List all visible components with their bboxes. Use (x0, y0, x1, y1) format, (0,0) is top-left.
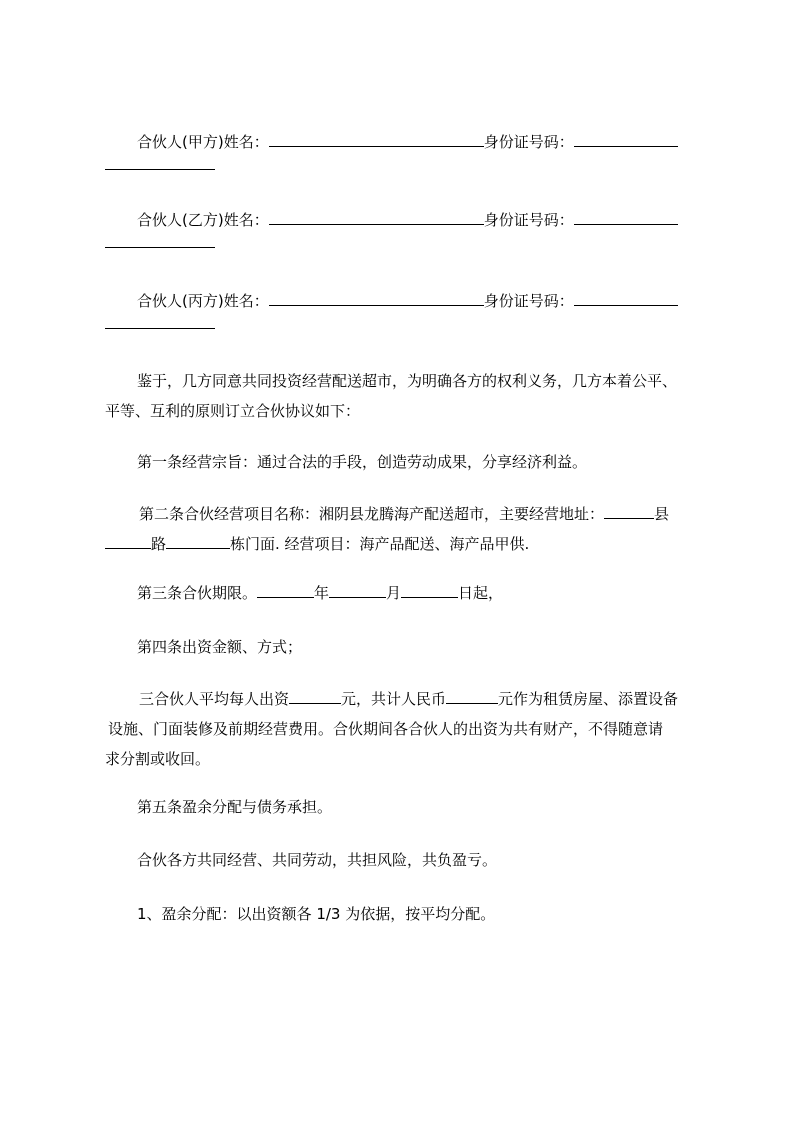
article-4-body-line-3: 求分割或收回。 (105, 750, 211, 768)
party-c-name-blank[interactable] (269, 288, 484, 306)
article-2-tail: 栋门面. 经营项目：海产品配送、海产品甲供. (230, 535, 530, 553)
article-2-line-2 (105, 529, 705, 559)
article-2-line-1 (105, 499, 705, 529)
article-4: 第四条出资金额、方式； (137, 638, 303, 656)
article-4-body (105, 684, 705, 774)
month-blank[interactable] (329, 580, 386, 598)
party-a-name-label: 合伙人(甲方)姓名： (137, 133, 269, 151)
party-a-id-label: 身份证号码： (483, 133, 574, 151)
article-2 (105, 499, 705, 559)
item-1: 1、盈余分配：以出资额各 1/3 为依据，按平均分配。 (137, 905, 496, 923)
article-3-year: 年 (314, 584, 330, 602)
party-a-name-blank[interactable] (269, 129, 484, 147)
party-b-id-label: 身份证号码： (483, 211, 574, 229)
article-5-body: 合伙各方共同经营、共同劳动，共担风险，共负盈亏。 (137, 851, 498, 869)
road-blank[interactable] (105, 531, 151, 549)
party-a-id-blank[interactable] (574, 129, 678, 147)
party-b-id-blank[interactable] (574, 207, 678, 225)
party-b-name-blank[interactable] (269, 207, 484, 225)
article-1: 第一条经营宗旨：通过合法的手段，创造劳动成果，分享经济利益。 (137, 453, 588, 471)
party-a (105, 127, 705, 170)
article-4-body-line-1 (105, 684, 705, 714)
article-3 (105, 578, 705, 608)
party-a-id-blank-cont[interactable] (105, 169, 215, 170)
year-blank[interactable] (257, 580, 314, 598)
building-blank[interactable] (166, 531, 230, 549)
article-3-prefix: 第三条合伙期限。 (137, 584, 258, 602)
investment-text-c: 元作为租赁房屋、添置设备 (498, 690, 679, 708)
party-c-name-label: 合伙人(丙方)姓名： (137, 292, 269, 310)
per-person-amount-blank[interactable] (289, 686, 341, 704)
article-4-body-line-2: 设施、门面装修及前期经营费用。合伙期间各合伙人的出资为共有财产，不得随意请 (108, 720, 664, 738)
article-2-road: 路 (151, 535, 167, 553)
preamble-line-1: 鉴于，几方同意共同投资经营配送超市，为明确各方的权利义务，几方本着公平、 (137, 372, 678, 390)
article-5: 第五条盈余分配与债务承担。 (137, 798, 333, 816)
party-c-id-blank[interactable] (574, 288, 678, 306)
day-blank[interactable] (401, 580, 458, 598)
preamble (105, 366, 705, 426)
investment-text-b: 元，共计人民币 (341, 690, 447, 708)
article-2-county: 县 (654, 505, 670, 523)
preamble-line-2: 平等、互利的原则订立合伙协议如下： (105, 402, 361, 420)
investment-text-a: 三合伙人平均每人出资 (139, 690, 290, 708)
article-3-day: 日起， (458, 584, 504, 602)
county-blank[interactable] (604, 501, 654, 519)
article-2-prefix: 第二条合伙经营项目名称：湘阴县龙腾海产配送超市，主要经营地址： (139, 505, 605, 523)
party-b-name-label: 合伙人(乙方)姓名： (137, 211, 269, 229)
party-b (105, 205, 705, 248)
party-c (105, 286, 705, 329)
article-3-month: 月 (386, 584, 402, 602)
party-c-id-blank-cont[interactable] (105, 328, 215, 329)
party-b-id-blank-cont[interactable] (105, 247, 215, 248)
party-c-id-label: 身份证号码： (483, 292, 574, 310)
total-amount-blank[interactable] (446, 686, 498, 704)
